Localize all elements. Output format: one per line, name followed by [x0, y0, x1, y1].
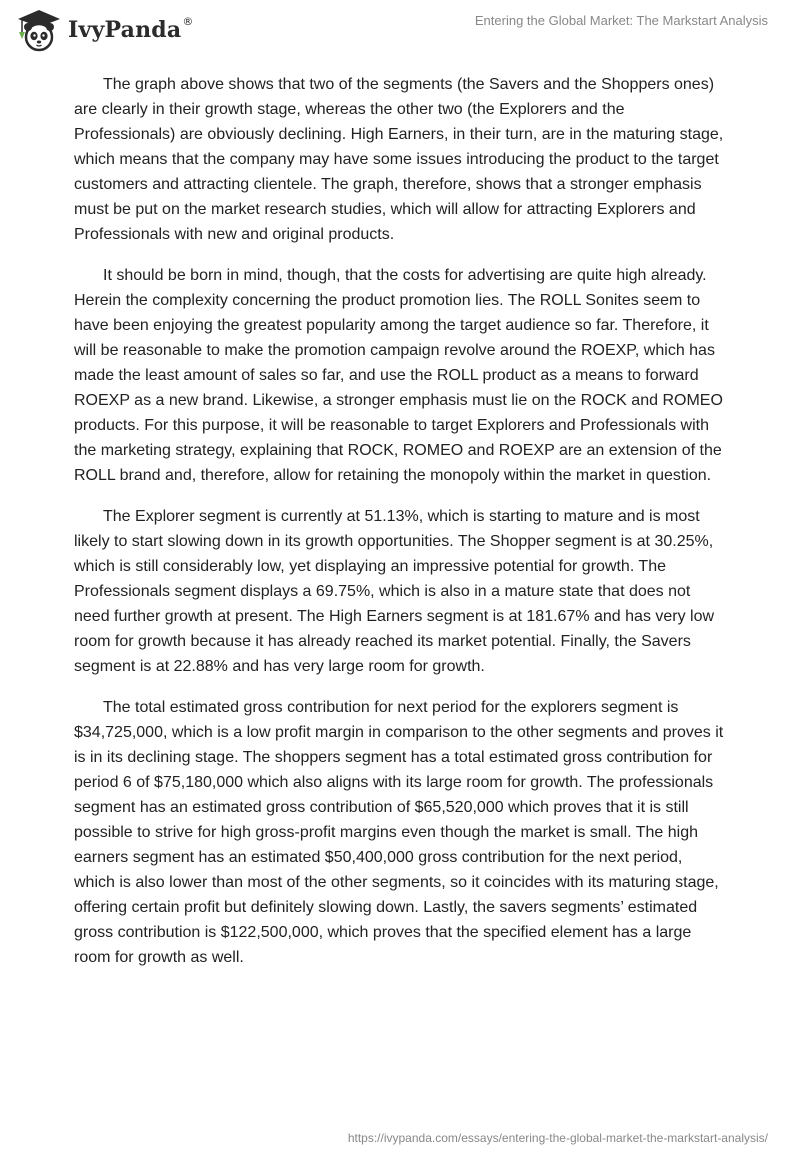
paragraph: It should be born in mind, though, that the costs for advertising are quite high already. Herein the complexity concerning the product promotion lies. The ROLL Sonites seem to have been enjoying the greatest popularity among the target audience so far. Therefore, it will be reasonable to make the promotion campaign revolve around the ROEXP, which has made the least amount of sales so far, and use the ROLL product as a means to forward ROEXP as a new brand. Likewise, a stronger emphasis must lie on the ROCK and ROMEO products. For this purpose, it will be reasonable to target Explorers and Professionals with the marketing strategy, explaining that ROCK, ROMEO and ROEXP are an extension of the ROLL brand and, therefore, allow for retaining the monopoly within the market in question.: [74, 267, 723, 484]
paragraph: The graph above shows that two of the segments (the Savers and the Shoppers ones) are clearly in their growth stage, whereas the other two (the Explorers and the Professionals) are obviously declining. High Earners, in their turn, are in the maturing stage, which means that the company may have some issues introducing the product to the target customers and attracting clientele. The graph, therefore, shows that a stronger emphasis must be put on the market research studies, which will allow for attracting Explorers and Professionals with new and original products.: [74, 76, 724, 243]
paragraph: The total estimated gross contribution for next period for the explorers segment is $34,725,000, which is a low profit margin in comparison to the other segments and proves it is in its declining stage. The shoppers segment has a total estimated gross contribution for period 6 of $75,180,000 which also aligns with its large room for growth. The professionals segment has an estimated gross contribution of $65,520,000 which proves that it is still possible to strive for high gross-profit margins even though the market is small. The high earners segment has an estimated $50,400,000 gross contribution for the next period, which is also lower than most of the other segments, so it coincides with its maturing stage, offering certain profit but definitely slowing down. Lastly, the savers segments’ estimated gross contribution is $122,500,000, which proves that the specified element has a large room for growth as well.: [74, 699, 724, 966]
paragraph: The Explorer segment is currently at 51.13%, which is starting to mature and is most likely to start slowing down in its growth opportunities. The Shopper segment is at 30.25%, which is still considerably low, yet displaying an impressive potential for growth. The Professionals segment displays a 69.75%, which is also in a mature state that does not need further growth at present. The High Earners segment is at 181.67% and has very low room for growth because it has already reached its market potential. Finally, the Savers segment is at 22.88% and has very large room for growth.: [74, 508, 715, 675]
ivypanda-logo[interactable]: [14, 8, 193, 52]
essay-body: [74, 72, 724, 986]
page-header: [0, 0, 800, 60]
panda-graduate-icon: [14, 8, 64, 52]
logo-wordmark: IvyPanda: [68, 17, 182, 43]
source-url[interactable]: https://ivypanda.com/essays/entering-the-global-market-the-markstart-analysis/: [347, 1131, 768, 1145]
registered-mark: ®: [182, 14, 194, 28]
document-title: Entering the Global Market: The Markstart Analysis: [474, 13, 768, 28]
